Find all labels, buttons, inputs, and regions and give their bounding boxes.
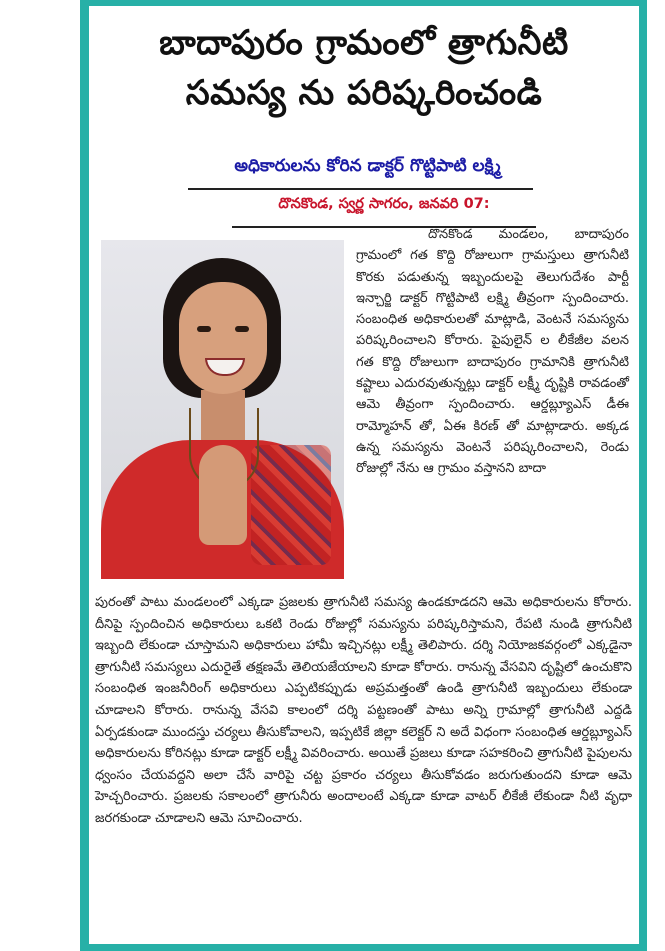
article-body-full-width — [95, 592, 632, 830]
photo-saree-pattern — [251, 445, 331, 565]
photo-eye — [235, 326, 249, 332]
portrait-photo — [101, 240, 344, 579]
photo-eye — [197, 326, 211, 332]
divider-rule — [188, 188, 533, 190]
headline-line-1: బాదాపురం గ్రామంలో త్రాగునీటి — [159, 23, 569, 63]
dateline: దొనకొండ, స్వర్ణ సాగరం, జనవరి 07: — [278, 196, 490, 212]
article-body-part-2: పురంతో పాటు మండలంలో ఎక్కడా ప్రజలకు త్రాగునీటి సమస్య ఉండకూడదని ఆమె అధికారులను కోరారు. దీనిపై స్పందించిన అధికారులు ఒకటి రెండు రోజుల్లో సమస్యను పరిష్కరిస్తామని, రేపటి నుండి త్రాగునీటి ఇబ్బంది లేకుండా చూస్తామని అధికారులు హామీ ఇచ్చినట్లు లక్ష్మీ తెలిపారు. దర్శి నియోజకవర్గంలో ఎక్కడైనా త్రాగునీటి సమస్యలు ఎదురైతే తక్షణమే తెలియజేయాలని కూడా కోరారు. రానున్న వేసవిని దృష్టిలో ఉంచుకొని సంబంధిత ఇంజనీరింగ్ అధికారులు ఎప్పటికప్పుడు అప్రమత్తంతో ఉండి త్రాగునీటి ఇబ్బందులు లేకుండా చూడాలని కోరారు. రానున్న వేసవి కాలంలో దర్శి పట్టణంతో పాటు అన్ని గ్రామాల్లో త్రాగునీటి ఎద్దడి ఏర్పడకుండా ముందస్తు చర్యలు తీసుకోవాలని, ఇప్పటికే జిల్లా కలెక్టర్ ని అదే విధంగా సంబంధిత ఆర్డబ్ల్యూఎస్ అధికారులను కోరినట్లు కూడా డాక్టర్ లక్ష్మీ వివరించారు. అయితే ప్రజలు కూడా సహకరించి త్రాగునీటి పైపులను ధ్వంసం చేయవద్దని అలా చేసే వారిపై చట్ట ప్రకారం చర్యలు తీసుకోవడం జరుగుతుందని కూడా ఆమె హెచ్చరించారు. ప్రజలకు సకాలంలో త్రాగునీరు అందాలంటే ఎక్కడా కూడా వాటర్ లీకేజీ లేకుండా నీటి వృధా జరగకుండా చూడాలని ఆమె సూచించారు. — [95, 595, 632, 826]
subheadline: అధికారులను కోరిన డాక్టర్ గొట్టిపాటి లక్ష్మి — [234, 156, 501, 176]
frame-border-top — [80, 0, 647, 6]
frame-border-left — [80, 0, 89, 951]
article-body-column — [356, 224, 629, 480]
headline-line-2: సమస్య ను పరిష్కరించండి — [185, 73, 543, 113]
photo-face — [179, 282, 267, 394]
frame-border-right — [639, 0, 647, 951]
frame-border-bottom — [80, 944, 647, 951]
photo-folded-hands — [199, 445, 247, 545]
article-body-part-1: దొనకొండ మండలం, బాదాపురం గ్రామంలో గత కొద్ది రోజులుగా గ్రామస్తులు త్రాగునీటి కొరకు పడుతున్న ఇబ్బందులపై తెలుగుదేశం పార్టీ ఇన్చార్జి డాక్టర్ గొట్టిపాటి లక్ష్మి తీవ్రంగా స్పందించారు. సంబంధిత అధికారులతో మాట్లాడి, వెంటనే సమస్యను పరిష్కరించాలని కోరారు. పైపులైన్ ల లీకేజీల వలన గత కొద్ది రోజులుగా బాదాపురం గ్రామానికి త్రాగునీటి కష్టాలు ఎదురవుతున్నట్లు డాక్టర్ లక్ష్మీ దృష్టికి రావడంతో ఆమె తీవ్రంగా స్పందించారు. ఆర్డబ్ల్యూఎస్ డీఈ రామ్మోహన్ తో, ఏఈ కిరణ్ తో మాట్లాడారు. అక్కడ ఉన్న సమస్యను వెంటనే పరిష్కరించాలని, రెండు రోజుల్లో నేను ఆ గ్రామం వస్తానని బాదా — [356, 227, 629, 477]
headline — [95, 18, 633, 118]
